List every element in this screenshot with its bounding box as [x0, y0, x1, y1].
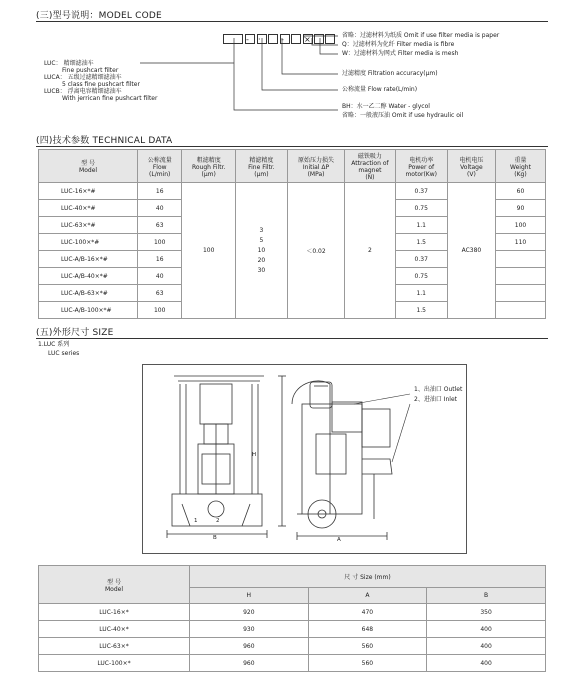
size-col-a: A	[308, 588, 427, 604]
model-luca-en: 5 class fine pushcart filter	[62, 81, 140, 88]
cell-h: 930	[190, 621, 309, 638]
dim-h-label: H	[252, 452, 257, 458]
tech-data-table	[38, 149, 546, 319]
header-voltage: 电机电压 Voltage (V)	[447, 150, 495, 183]
table-row	[39, 604, 546, 621]
cell-h: 960	[190, 638, 309, 655]
tech-header-row	[39, 150, 546, 183]
header-magnet: 磁铁吸力 Attraction of magnet (N)	[345, 150, 395, 183]
tech-data-title: (四)技术参数 TECHNICAL DATA	[36, 136, 173, 146]
size-header-model: 型 号 Model	[39, 566, 190, 604]
cell-b: 400	[427, 655, 546, 672]
cell-flow: 100	[138, 234, 182, 251]
option-glycol: BH：水一乙二醇 Water - glycol	[342, 103, 430, 110]
model-lucb-en: With jerrican fine pushcart filter	[62, 95, 158, 102]
cell-flow: 63	[138, 217, 182, 234]
cell-pressure: ＜0.02	[287, 183, 345, 319]
cell-b: 400	[427, 621, 546, 638]
cell-power: 0.75	[395, 268, 447, 285]
size-table	[38, 565, 546, 672]
cell-model: LUC-A/B-40×*#	[39, 268, 138, 285]
cell-b: 350	[427, 604, 546, 621]
cell-flow: 16	[138, 251, 182, 268]
cell-voltage: AC380	[447, 183, 495, 319]
size-title: (五)外形尺寸 SIZE	[36, 328, 114, 338]
size-col-b: B	[427, 588, 546, 604]
header-weight: 重量 Weight (Kg)	[495, 150, 545, 183]
cell-weight	[495, 268, 545, 285]
outlet-label: 1、出油口 Outlet	[414, 386, 463, 393]
dim-b-label: B	[213, 535, 217, 541]
cell-h: 920	[190, 604, 309, 621]
cell-flow: 40	[138, 200, 182, 217]
table-row	[39, 183, 546, 200]
code-sep: -	[280, 34, 290, 44]
inlet-label: 2、进油口 Inlet	[414, 396, 458, 403]
model-list	[44, 60, 234, 102]
cell-model: LUC-16×*	[39, 604, 190, 621]
cell-weight: 110	[495, 234, 545, 251]
table-row	[39, 621, 546, 638]
header-power: 电机功率 Power of motor(Kw)	[395, 150, 447, 183]
cell-a: 470	[308, 604, 427, 621]
cell-weight: 100	[495, 217, 545, 234]
cell-power: 1.5	[395, 302, 447, 319]
header-fine: 精滤精度 Fine Filtr. (μm)	[236, 150, 288, 183]
title-rule	[36, 146, 548, 147]
series-en: LUC series	[48, 350, 80, 357]
header-rough: 粗滤精度 Rough Filtr. (μm)	[182, 150, 236, 183]
cell-model: LUC-100×*	[39, 655, 190, 672]
option-accuracy: 过滤精度 Filtration accuracy(μm)	[342, 70, 438, 77]
cell-magnet: 2	[345, 183, 395, 319]
cell-model: LUC-A/B-16×*#	[39, 251, 138, 268]
code-sep: ·	[257, 34, 267, 44]
size-col-h: H	[190, 588, 309, 604]
callout-2: 2	[216, 518, 220, 524]
model-luca: LUCA： 五级过滤精细滤油车	[44, 74, 122, 81]
cell-power: 0.75	[395, 200, 447, 217]
code-sep: ×	[303, 34, 313, 44]
callout-1: 1	[194, 518, 198, 524]
code-sep: -	[245, 34, 255, 44]
size-header-row	[39, 566, 546, 588]
cell-b: 400	[427, 638, 546, 655]
series-cn: 1.LUC 系列	[38, 341, 70, 348]
cell-model: LUC-63×*#	[39, 217, 138, 234]
model-luc: LUC： 精细滤油车	[44, 60, 94, 67]
cell-power: 0.37	[395, 183, 447, 200]
cell-power: 1.1	[395, 285, 447, 302]
cell-a: 648	[308, 621, 427, 638]
cell-model: LUC-63×*	[39, 638, 190, 655]
cell-flow: 100	[138, 302, 182, 319]
cell-model: LUC-40×*	[39, 621, 190, 638]
model-code-title: (三)型号说明：MODEL CODE	[36, 11, 162, 21]
table-row	[39, 638, 546, 655]
cell-flow: 63	[138, 285, 182, 302]
cell-power: 1.5	[395, 234, 447, 251]
title-rule	[36, 338, 548, 339]
cell-weight	[495, 302, 545, 319]
cell-weight	[495, 285, 545, 302]
cell-model: LUC-A/B-63×*#	[39, 285, 138, 302]
cell-model: LUC-40×*#	[39, 200, 138, 217]
table-row	[39, 655, 546, 672]
cell-power: 0.37	[395, 251, 447, 268]
header-model: 型 号 Model	[39, 150, 138, 183]
header-flow: 公称流量 Flow (L/min)	[138, 150, 182, 183]
option-flow: 公称流量 Flow rate(L/min)	[342, 86, 418, 93]
cell-model: LUC-A/B-100×*#	[39, 302, 138, 319]
cell-flow: 40	[138, 268, 182, 285]
cell-power: 1.1	[395, 217, 447, 234]
header-pressure: 原始压力损失 Initial ΔP (MPa)	[287, 150, 345, 183]
cell-model: LUC-100×*#	[39, 234, 138, 251]
option-mesh: W：过滤材料为网式 Filter media is mesh	[342, 50, 459, 57]
size-header-title: 尺 寸 Size (mm)	[190, 566, 546, 588]
cell-weight	[495, 251, 545, 268]
cell-model: LUC-16×*#	[39, 183, 138, 200]
model-lucb: LUCB： 浮离电容精细滤油车	[44, 88, 122, 95]
cell-flow: 16	[138, 183, 182, 200]
cell-weight: 60	[495, 183, 545, 200]
cell-a: 560	[308, 655, 427, 672]
cell-weight: 90	[495, 200, 545, 217]
cell-fine: 3 5 10 20 30	[236, 183, 288, 319]
option-fibre: Q：过滤材料为化纤 Filter media is fibre	[342, 41, 455, 48]
cell-a: 560	[308, 638, 427, 655]
dim-a-label: A	[337, 537, 341, 543]
cell-rough: 100	[182, 183, 236, 319]
cell-h: 960	[190, 655, 309, 672]
option-paper: 省略：过滤材料为纸质 Omit if use filter media is paper	[342, 32, 500, 39]
model-luc-en: Fine pushcart filter	[62, 67, 119, 74]
option-oil: 省略：一般液压油 Omit if use hydraulic oil	[342, 112, 464, 119]
